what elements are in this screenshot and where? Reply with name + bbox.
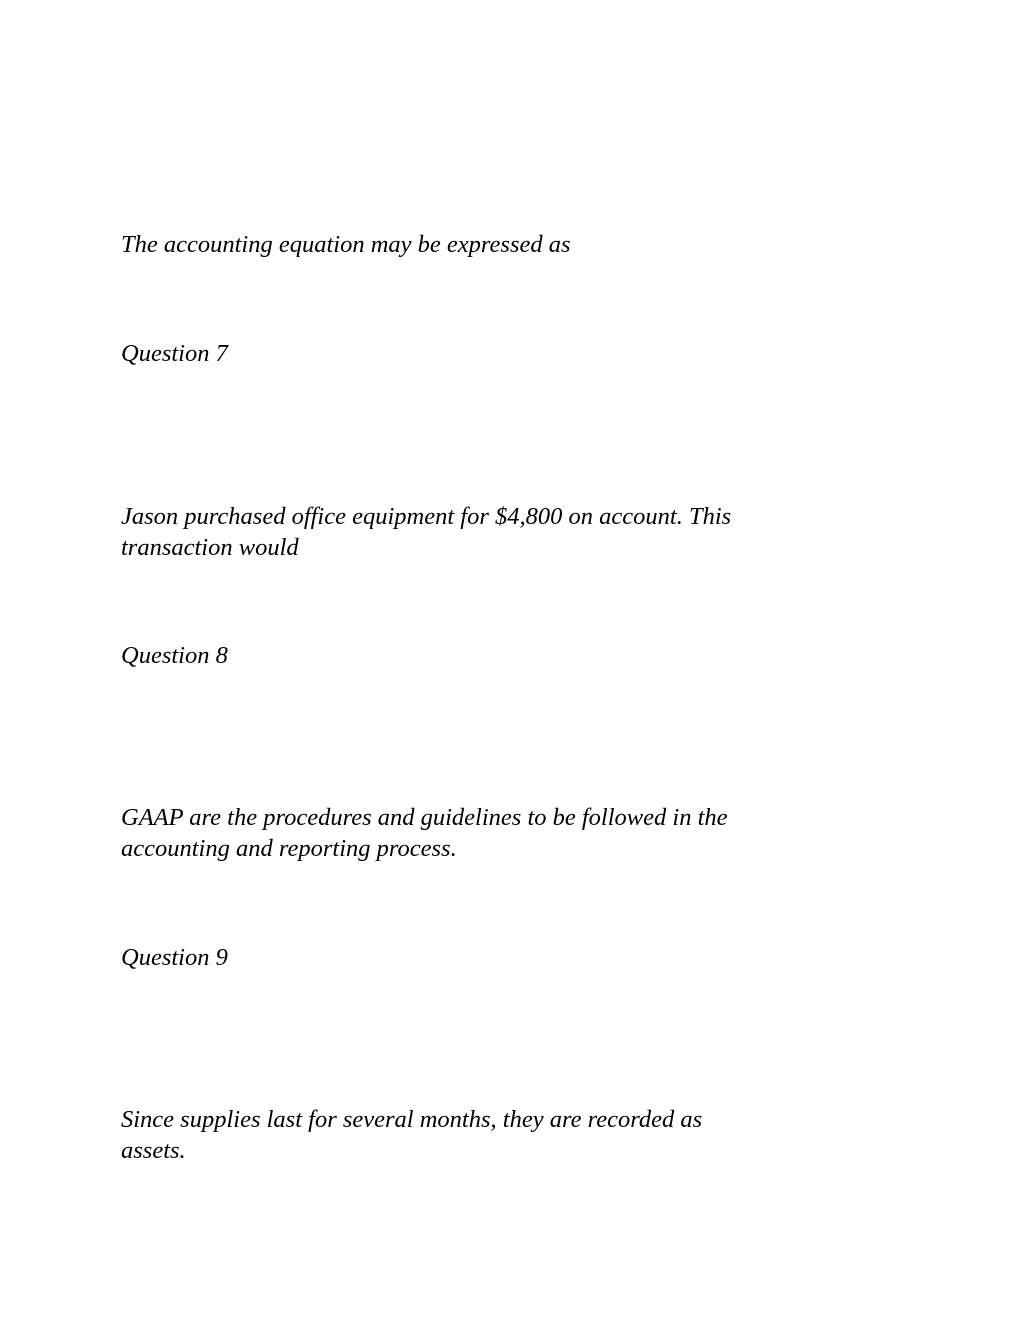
heading-text: Question 7 [121,340,228,367]
text-line: accounting and reporting process. [121,835,457,862]
text-line: Jason purchased office equipment for $4,800 on account. This [121,503,732,530]
question-text-office-equipment [121,501,821,563]
question-heading-8 [121,640,821,671]
text-line: assets. [121,1137,186,1164]
text-line: Since supplies last for several months, they are recorded as [121,1106,703,1133]
question-text-accounting-equation [121,229,821,260]
question-heading-7 [121,338,821,369]
heading-text: Question 8 [121,642,228,669]
question-text-supplies [121,1104,821,1166]
heading-text: Question 9 [121,944,228,971]
text-line: The accounting equation may be expressed as [121,231,571,258]
text-line: GAAP are the procedures and guidelines to be followed in the [121,804,728,831]
question-heading-9 [121,942,821,973]
text-line: transaction would [121,534,299,561]
question-text-gaap [121,802,821,864]
